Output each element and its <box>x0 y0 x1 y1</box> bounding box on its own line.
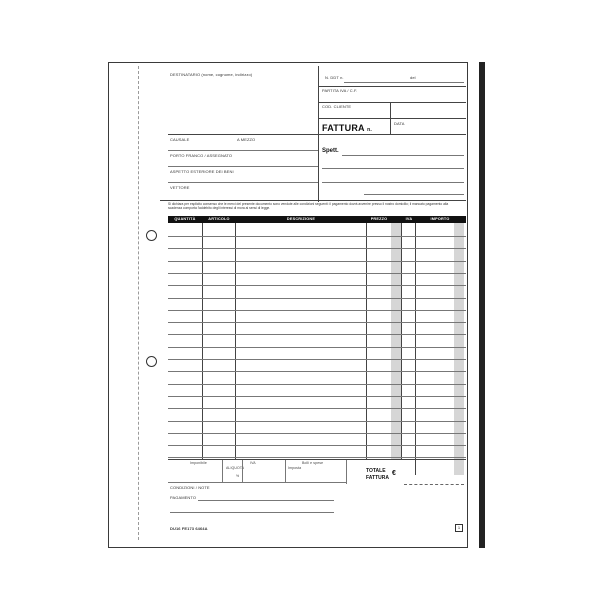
col-header-articolo: ARTICOLO <box>208 217 230 221</box>
ddt-number-label: N. DDT n. <box>325 75 344 80</box>
col-header-quantita: QUANTITÀ <box>174 217 196 221</box>
footer-divider-3 <box>285 460 286 482</box>
causale-label: CAUSALE <box>170 137 190 142</box>
col-header-prezzo: PREZZO UNIT. <box>370 217 388 228</box>
footer-divider-2 <box>242 460 243 482</box>
pagamento-label: PAGAMENTO <box>170 495 197 500</box>
col-header-iva: IVA <box>405 217 413 221</box>
header-left-rule-1 <box>168 134 318 135</box>
header-right-rule-4 <box>318 134 466 135</box>
corner-mark: 1 <box>455 524 463 532</box>
form-code: DU16 FE173 6464A <box>170 526 208 531</box>
iva-label: IVA <box>250 461 256 465</box>
table-row-line <box>168 347 466 348</box>
table-row-line <box>168 433 466 434</box>
table-row-line <box>168 384 466 385</box>
header-left-rule-3 <box>168 166 318 167</box>
col-line-4 <box>401 223 402 459</box>
fattura-number-label: n. <box>367 127 372 133</box>
table-row-line <box>168 396 466 397</box>
table-row-line <box>168 310 466 311</box>
table-row-line <box>168 273 466 274</box>
pagamento-line-1 <box>198 500 334 501</box>
footer-rule-1 <box>168 482 346 483</box>
ddt-date-label: del <box>410 75 416 80</box>
table-row-line <box>168 408 466 409</box>
imponibile-label: Imponibile <box>190 461 207 465</box>
perforation-line <box>138 66 139 540</box>
col-line-3 <box>366 223 367 459</box>
prezzo-decimal-band <box>391 223 401 459</box>
table-row-line <box>168 285 466 286</box>
mezzo-label: A MEZZO <box>237 137 256 142</box>
aliquota-pct-box: % <box>236 474 240 478</box>
totale-label: TOTALE <box>366 468 386 474</box>
ddt-line <box>344 82 464 83</box>
fattura-title-text: FATTURA <box>322 123 365 133</box>
vettore-label: VETTORE <box>170 185 190 190</box>
table-row-line <box>168 261 466 262</box>
data-label: DATA <box>394 121 405 126</box>
table-row-line <box>168 334 466 335</box>
binding-hole-top <box>146 230 157 241</box>
spett-line-1 <box>342 155 464 156</box>
header-left-rule-2 <box>168 150 318 151</box>
cod-cliente-label: COD. CLIENTE <box>322 104 352 109</box>
col-header-importo: IMPORTO <box>430 217 450 221</box>
table-row-line <box>168 371 466 372</box>
spett-line-3 <box>322 182 464 183</box>
totale-fattura-label: FATTURA <box>366 475 389 481</box>
table-row-line <box>168 359 466 360</box>
pad-edge-shadow <box>479 62 485 548</box>
table-row-line <box>168 298 466 299</box>
porto-label: PORTO FRANCO / ASSEGNATO <box>170 153 233 158</box>
header-left-rule-4 <box>168 182 318 183</box>
header-right-rule-1 <box>318 86 466 87</box>
col-header-descrizione: DESCRIZIONE <box>286 217 316 221</box>
table-row-line <box>168 421 466 422</box>
bolli-label: Bolli e spese <box>302 461 324 465</box>
binding-hole-bottom <box>146 356 157 367</box>
footer-divider-1 <box>222 460 223 482</box>
table-row-line <box>168 322 466 323</box>
imposta-label: Imposta <box>288 466 302 470</box>
conditions-notice: Si dichiara per esplicito consenso che le merci del presente documento sono vendute alle condizioni seguenti: il pagamento dovrà avvenire presso il nostro domicilio; il mancato pagamento alla scadenza comporta l'addebito degli interessi di mora ai sensi di legge. <box>168 202 449 211</box>
euro-symbol: € <box>392 470 396 477</box>
header-bottom-rule <box>160 200 466 201</box>
fattura-title <box>322 123 372 133</box>
table-bottom-rule <box>168 459 466 460</box>
totale-dashed-line <box>404 484 464 485</box>
aspetto-label: ASPETTO ESTERIORE DEI BENI <box>170 169 234 174</box>
col-line-1 <box>202 223 203 459</box>
table-row-line <box>168 248 466 249</box>
pagamento-line-2 <box>170 512 334 513</box>
destinatario-label: DESTINATARIO (nome, cognome, indirizzo) <box>170 72 253 77</box>
spett-label: Spett. <box>322 148 339 154</box>
table-row-line <box>168 236 466 237</box>
table-row-line <box>168 445 466 446</box>
spett-line-2 <box>322 168 464 169</box>
spett-line-4 <box>364 194 464 195</box>
aliquota-label: ALIQUOTA <box>226 466 245 470</box>
header-right-rule-3 <box>318 118 466 119</box>
col-line-2 <box>235 223 236 459</box>
partita-iva-label: PARTITA IVA / C.F. <box>322 88 358 93</box>
footer-divider-4 <box>346 460 347 484</box>
header-right-rule-2 <box>318 102 466 103</box>
condizioni-label: CONDIZIONI / NOTE <box>170 485 210 490</box>
